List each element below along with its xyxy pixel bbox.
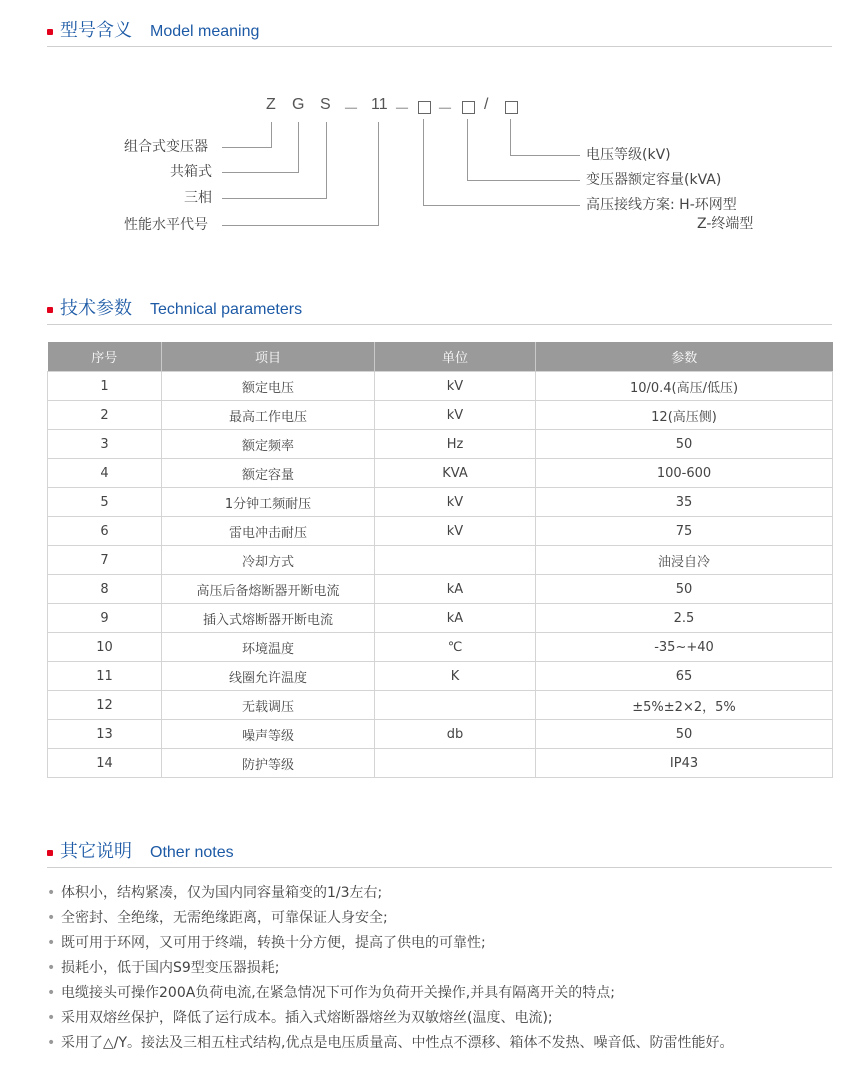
section-title-en: Model meaning bbox=[150, 23, 260, 40]
table-header-row bbox=[48, 342, 833, 372]
bullet-icon: • bbox=[47, 935, 56, 951]
note-text: 电缆接头可操作200A负荷电流,在紧急情况下可作为负荷开关操作,并具有隔离开关的特点; bbox=[61, 985, 615, 1001]
table-row bbox=[48, 430, 833, 459]
table-cell: 100-600 bbox=[536, 459, 833, 488]
table-cell: 7 bbox=[48, 546, 162, 575]
bullet-icon: • bbox=[47, 960, 56, 976]
table-cell: 环境温度 bbox=[162, 633, 375, 662]
table-row bbox=[48, 488, 833, 517]
table-cell: 5 bbox=[48, 488, 162, 517]
table-cell: 插入式熔断器开断电流 bbox=[162, 604, 375, 633]
table-cell: 防护等级 bbox=[162, 749, 375, 778]
table-cell: IP43 bbox=[536, 749, 833, 778]
table-row bbox=[48, 401, 833, 430]
table-cell: 13 bbox=[48, 720, 162, 749]
section-header-notes bbox=[47, 841, 832, 868]
note-item bbox=[47, 1031, 832, 1056]
table-row bbox=[48, 546, 833, 575]
placeholder-box bbox=[505, 101, 518, 114]
note-text: 既可用于环网，又可用于终端，转换十分方便，提高了供电的可靠性; bbox=[61, 935, 486, 951]
code-char: 11 bbox=[371, 96, 388, 113]
table-cell: kV bbox=[375, 401, 536, 430]
code-char: － bbox=[437, 101, 454, 118]
column-header: 单位 bbox=[375, 342, 536, 372]
table-cell: 1分钟工频耐压 bbox=[162, 488, 375, 517]
table-row bbox=[48, 575, 833, 604]
table-cell: 额定电压 bbox=[162, 372, 375, 401]
table-cell: K bbox=[375, 662, 536, 691]
table-cell: 35 bbox=[536, 488, 833, 517]
table-cell: 10/0.4(高压/低压) bbox=[536, 372, 833, 401]
label-left: 性能水平代号 bbox=[124, 217, 208, 233]
code-char: / bbox=[484, 96, 489, 113]
column-header: 序号 bbox=[48, 342, 162, 372]
table-row bbox=[48, 633, 833, 662]
table-cell: kA bbox=[375, 575, 536, 604]
table-row bbox=[48, 691, 833, 720]
table-cell: Hz bbox=[375, 430, 536, 459]
table-cell: 11 bbox=[48, 662, 162, 691]
table-cell: 2.5 bbox=[536, 604, 833, 633]
table-cell: 50 bbox=[536, 720, 833, 749]
code-char: S bbox=[320, 96, 331, 113]
table-cell: 3 bbox=[48, 430, 162, 459]
placeholder-box bbox=[462, 101, 475, 114]
table-cell: 冷却方式 bbox=[162, 546, 375, 575]
table-row bbox=[48, 517, 833, 546]
table-cell: 6 bbox=[48, 517, 162, 546]
table-row bbox=[48, 749, 833, 778]
bullet-icon: • bbox=[47, 1010, 56, 1026]
table-cell: 高压后备熔断器开断电流 bbox=[162, 575, 375, 604]
table-cell: 50 bbox=[536, 430, 833, 459]
label-left: 共箱式 bbox=[170, 164, 212, 180]
bullet-icon bbox=[47, 307, 53, 313]
table-cell: 噪声等级 bbox=[162, 720, 375, 749]
note-item bbox=[47, 906, 832, 931]
model-diagram bbox=[0, 0, 850, 260]
table-cell: ℃ bbox=[375, 633, 536, 662]
table-cell: 9 bbox=[48, 604, 162, 633]
table-cell: kV bbox=[375, 372, 536, 401]
label-right: Z-终端型 bbox=[697, 216, 754, 232]
table-cell: 50 bbox=[536, 575, 833, 604]
table-cell: 14 bbox=[48, 749, 162, 778]
section-title-zh: 型号含义 bbox=[60, 20, 132, 41]
label-right: 变压器额定容量(kVA) bbox=[586, 172, 722, 188]
table-row bbox=[48, 662, 833, 691]
section-title-en: Technical parameters bbox=[150, 301, 303, 318]
table-cell: 无载调压 bbox=[162, 691, 375, 720]
section-title-en: Other notes bbox=[150, 844, 234, 861]
section-header-params bbox=[47, 298, 832, 325]
table-cell: 线圈允许温度 bbox=[162, 662, 375, 691]
table-row bbox=[48, 459, 833, 488]
table-cell: 65 bbox=[536, 662, 833, 691]
note-item bbox=[47, 956, 832, 981]
note-text: 全密封、全绝缘，无需绝缘距离，可靠保证人身安全; bbox=[61, 910, 388, 926]
table-cell: 2 bbox=[48, 401, 162, 430]
table-cell: 最高工作电压 bbox=[162, 401, 375, 430]
table-cell: kV bbox=[375, 488, 536, 517]
table-cell: 额定频率 bbox=[162, 430, 375, 459]
label-right: 电压等级(kV) bbox=[586, 147, 671, 163]
table-cell: 1 bbox=[48, 372, 162, 401]
table-cell: kA bbox=[375, 604, 536, 633]
code-char: － bbox=[343, 101, 360, 118]
bullet-icon: • bbox=[47, 985, 56, 1001]
code-char: Z bbox=[266, 96, 276, 113]
note-text: 损耗小，低于国内S9型变压器损耗; bbox=[61, 960, 280, 976]
note-item bbox=[47, 881, 832, 906]
table-cell: 雷电冲击耐压 bbox=[162, 517, 375, 546]
note-item bbox=[47, 981, 832, 1006]
label-right: 高压接线方案: H-环网型 bbox=[586, 197, 737, 213]
section-title-zh: 技术参数 bbox=[60, 298, 132, 319]
table-cell: 4 bbox=[48, 459, 162, 488]
table-cell: db bbox=[375, 720, 536, 749]
table-cell: 12(高压侧) bbox=[536, 401, 833, 430]
section-title-zh: 其它说明 bbox=[60, 841, 132, 862]
table-row bbox=[48, 604, 833, 633]
table-cell: 8 bbox=[48, 575, 162, 604]
note-text: 体积小，结构紧凑，仅为国内同容量箱变的1/3左右; bbox=[61, 885, 383, 901]
table-cell: KVA bbox=[375, 459, 536, 488]
table-cell bbox=[375, 546, 536, 575]
table-cell bbox=[375, 691, 536, 720]
parameters-table bbox=[47, 342, 833, 778]
code-char: － bbox=[394, 101, 411, 118]
notes-list bbox=[47, 881, 832, 1056]
placeholder-box bbox=[418, 101, 431, 114]
table-row bbox=[48, 372, 833, 401]
table-cell: 油浸自冷 bbox=[536, 546, 833, 575]
code-char: G bbox=[292, 96, 305, 113]
table-row bbox=[48, 720, 833, 749]
table-cell: kV bbox=[375, 517, 536, 546]
table-cell: 10 bbox=[48, 633, 162, 662]
column-header: 项目 bbox=[162, 342, 375, 372]
note-text: 采用双熔丝保护，降低了运行成本。插入式熔断器熔丝为双敏熔丝(温度、电流); bbox=[61, 1010, 553, 1026]
table-cell: ±5%±2×2，5% bbox=[536, 691, 833, 720]
table-cell: 额定容量 bbox=[162, 459, 375, 488]
table-cell: 12 bbox=[48, 691, 162, 720]
label-left: 组合式变压器 bbox=[124, 139, 208, 155]
bullet-icon: • bbox=[47, 910, 56, 926]
bullet-icon: • bbox=[47, 885, 56, 901]
bullet-icon bbox=[47, 850, 53, 856]
table-cell: 75 bbox=[536, 517, 833, 546]
note-item bbox=[47, 1006, 832, 1031]
table-cell bbox=[375, 749, 536, 778]
bullet-icon: • bbox=[47, 1035, 56, 1051]
table-cell: -35~+40 bbox=[536, 633, 833, 662]
label-left: 三相 bbox=[184, 190, 212, 206]
note-text: 采用了△/Y。接法及三相五柱式结构,优点是电压质量高、中性点不漂移、箱体不发热、噪音低、防雷性能好。 bbox=[61, 1035, 734, 1051]
column-header: 参数 bbox=[536, 342, 833, 372]
note-item bbox=[47, 931, 832, 956]
